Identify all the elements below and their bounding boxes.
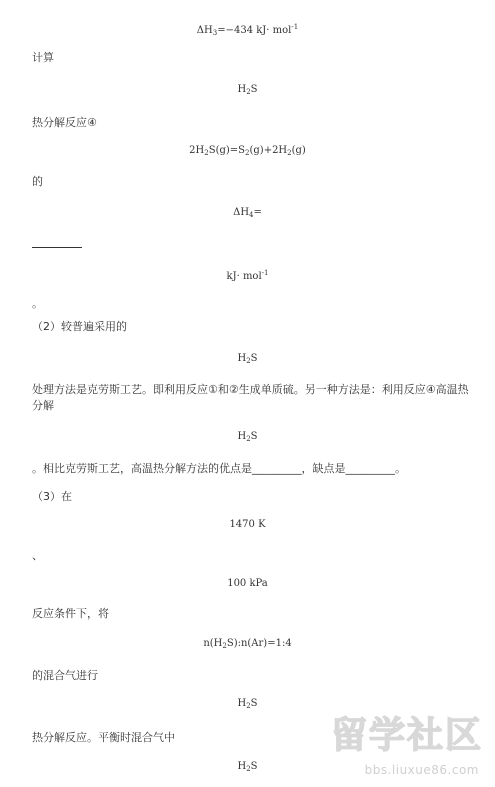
watermark-url: bbs.liuxue86.com [364, 763, 479, 777]
text-compare-methods: 。相比克劳斯工艺，高温热分解方法的优点是_________，缺点是_________。 [32, 462, 406, 475]
formula-pressure: 100 kPa [227, 578, 268, 589]
watermark-logo-text: 留学社区 [330, 715, 483, 756]
text-thermal-decomposition-4: 热分解反应④ [32, 116, 97, 129]
formula-reaction-4: $2H_2S(g)=S_2(g)+2H_2(g)$ [189, 145, 306, 157]
formula-unit: kJ· mol$^{-1}$ [226, 269, 269, 282]
answer-blank-line [32, 247, 82, 248]
formula-delta-h4: $\Delta H_4=$ [233, 207, 262, 219]
formula-mole-ratio: $n(H_2S):n(Ar)=1:4$ [203, 638, 292, 650]
text-comma: 、 [32, 549, 43, 562]
formula-h2s: $H_2S$ [237, 431, 258, 443]
text-period: 。 [32, 297, 43, 310]
formula-delta-h3: $\Delta H_3=-434$ kJ· mol$^{-1}$ [196, 23, 299, 37]
text-claus-process: 处理方法是克劳斯工艺。即利用反应①和②生成单质硫。另一种方法是：利用反应④高温热分解 [32, 383, 469, 412]
formula-h2s: $H_2S$ [237, 698, 258, 710]
text-thermal-equilibrium: 热分解反应。平衡时混合气中 [32, 731, 175, 744]
formula-temperature: 1470 K [229, 519, 266, 530]
formula-h2s: $H_2S$ [237, 84, 258, 96]
text-de: 的 [32, 175, 43, 188]
question-3-intro: （3）在 [32, 490, 72, 503]
formula-h2s: $H_2S$ [237, 353, 258, 365]
watermark [327, 707, 487, 777]
formula-h2s: $H_2S$ [237, 761, 258, 773]
text-calculate: 计算 [32, 51, 54, 64]
text-mixed-gas: 的混合气进行 [32, 669, 98, 682]
text-reaction-condition: 反应条件下，将 [32, 607, 109, 620]
question-2-intro: （2）较普遍采用的 [32, 320, 127, 333]
